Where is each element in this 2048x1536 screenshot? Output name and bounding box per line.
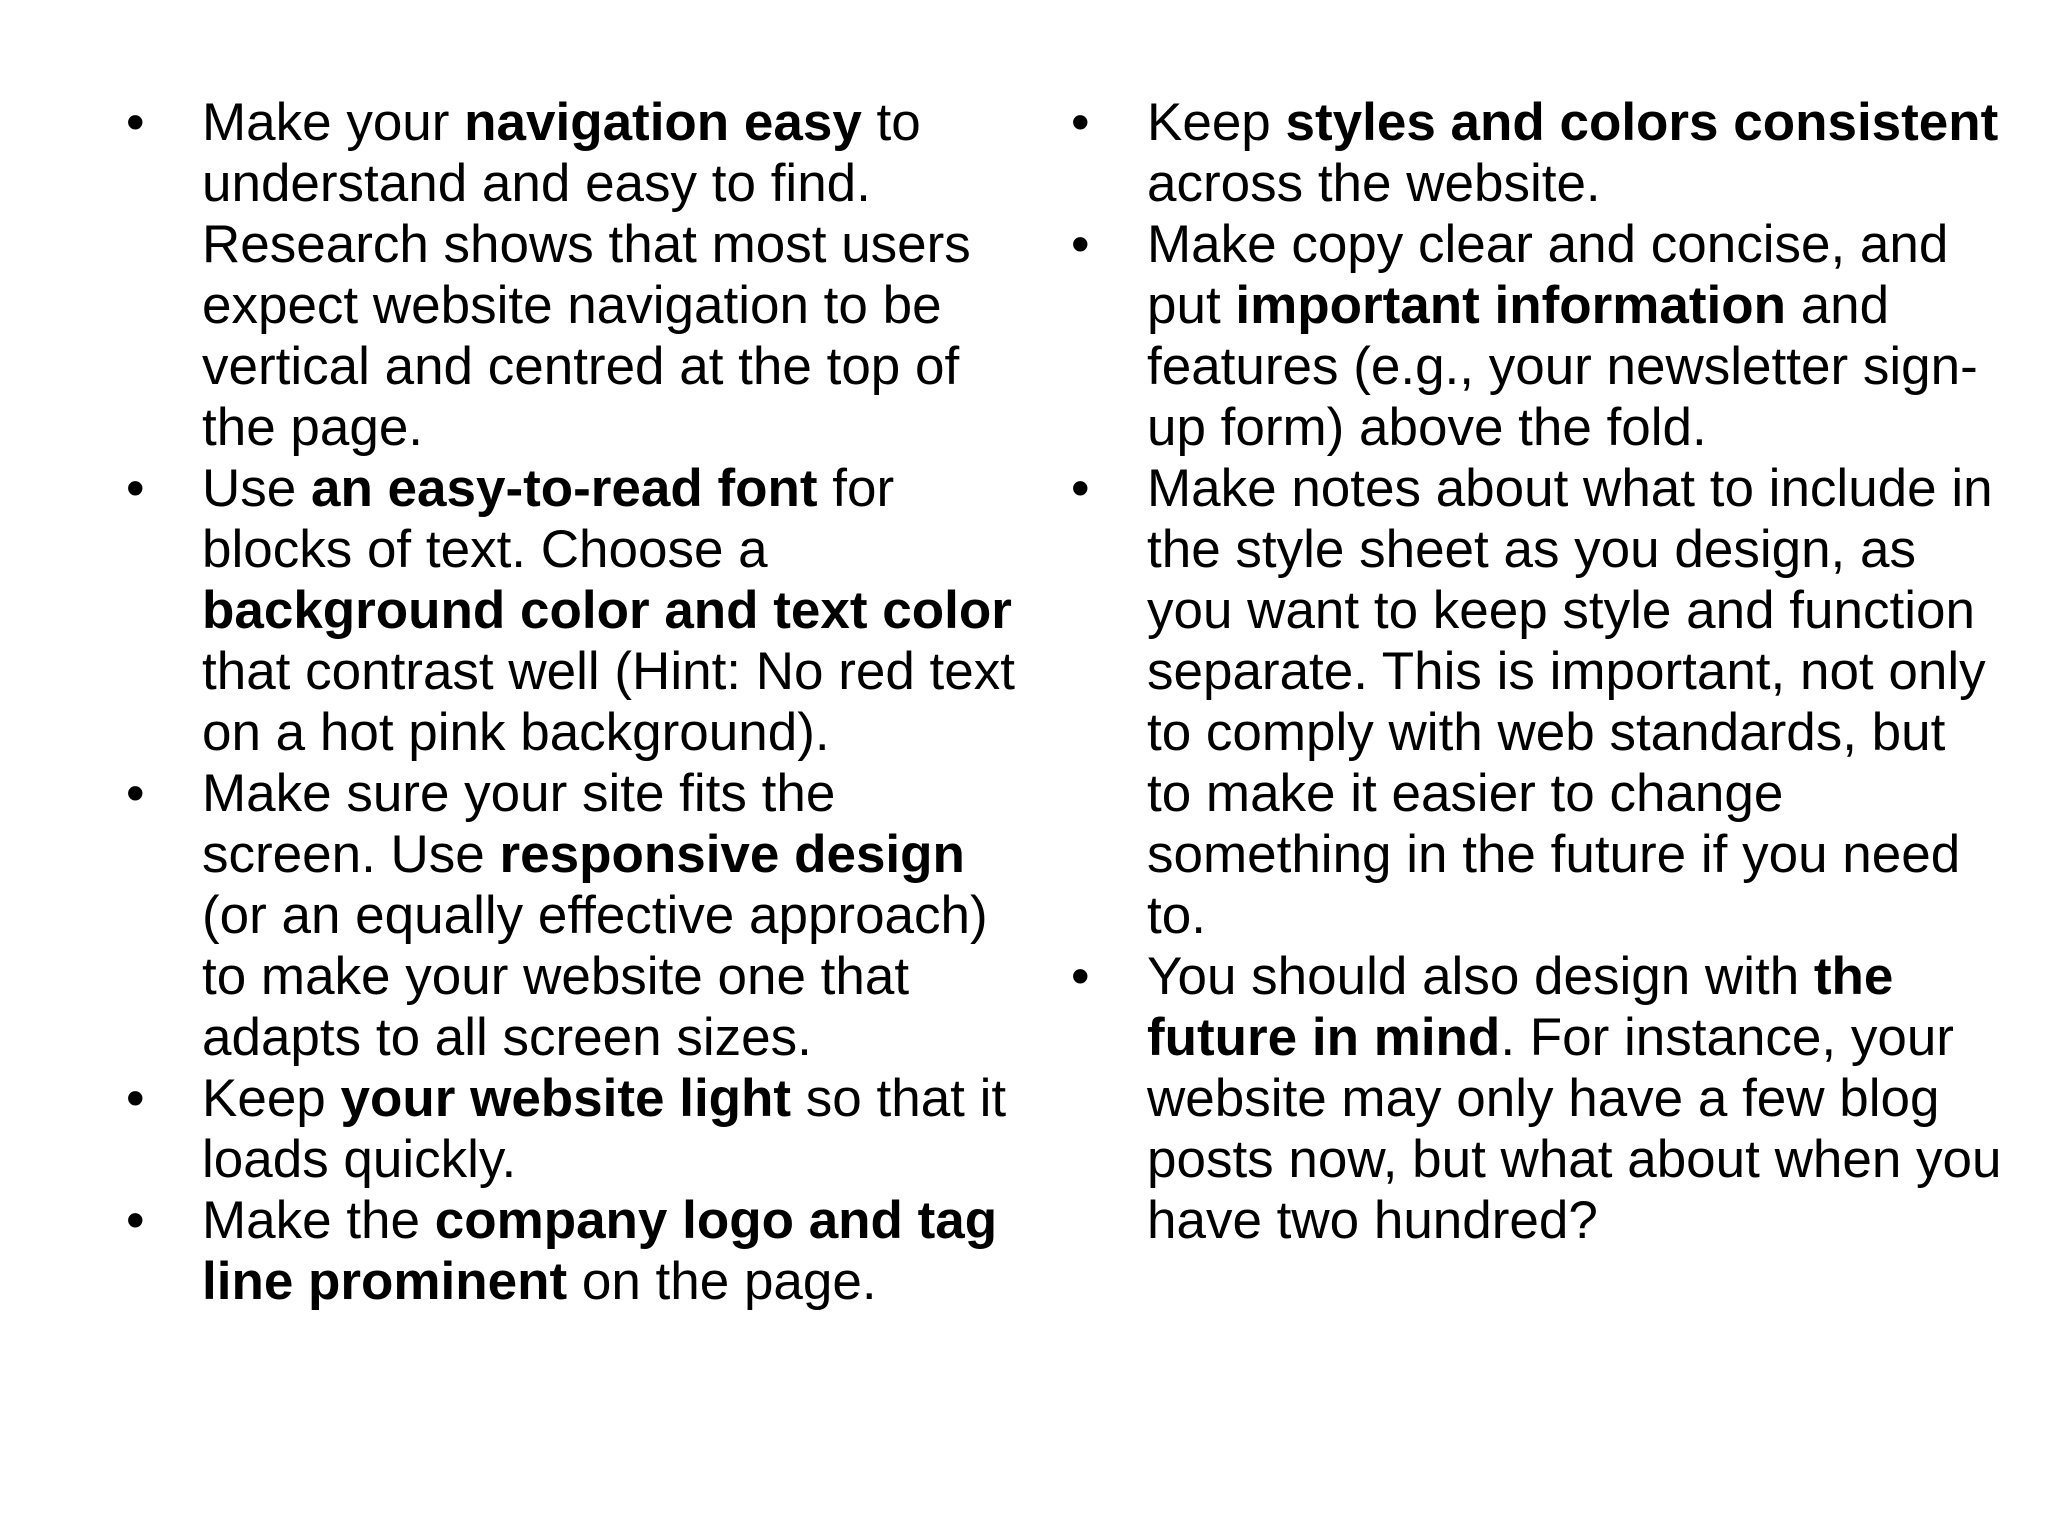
bullet-icon: •	[1071, 93, 1090, 152]
bullet-text-emphasis: important information	[1235, 276, 1786, 335]
bullet-item	[1063, 92, 2003, 214]
bullet-text: Keep	[1147, 93, 1286, 152]
bullet-item	[118, 1190, 1018, 1312]
bullet-text: on the page.	[567, 1252, 877, 1311]
bullet-item	[1063, 946, 2003, 1251]
left-bullet-list	[118, 92, 1018, 1312]
bullet-text-emphasis: styles and colors consistent	[1285, 93, 1999, 152]
bullet-text: for blocks of text. Choose a	[202, 459, 895, 579]
bullet-text-emphasis: an easy-to-read font	[310, 459, 818, 518]
bullet-text: that contrast well (Hint: No red text on a hot pink background).	[202, 642, 1015, 762]
bullet-icon: •	[1071, 459, 1090, 518]
bullet-text: so that it loads quickly.	[202, 1069, 1007, 1189]
bullet-text: to understand and easy to find. Research shows that most users expect website navigation to be vertical and centred at the top of the page.	[202, 93, 971, 457]
bullet-text-emphasis: your website light	[340, 1069, 792, 1128]
bullet-icon: •	[1071, 215, 1090, 274]
bullet-icon: •	[126, 93, 145, 152]
bullet-item	[118, 92, 1018, 458]
bullet-text: Make notes about what to include in the style sheet as you design, as you want to keep style and function separate. This is important, not only to comply with web standards, but to make it easier to change something in the future if you need to.	[1147, 459, 1993, 945]
bullet-icon: •	[126, 1069, 145, 1128]
bullet-item	[118, 1068, 1018, 1190]
bullet-icon: •	[126, 764, 145, 823]
bullet-text: You should also design with	[1147, 947, 1814, 1006]
bullet-icon: •	[126, 1191, 145, 1250]
bullet-text-emphasis: company logo and tag line prominent	[202, 1191, 998, 1311]
bullet-icon: •	[1071, 947, 1090, 1006]
bullet-icon: •	[126, 459, 145, 518]
bullet-text: . For instance, your website may only have a few blog posts now, but what about when you have two hundred?	[1147, 1008, 2002, 1250]
bullet-text: Keep	[202, 1069, 341, 1128]
bullet-text: (or an equally effective approach) to make your website one that adapts to all screen sizes.	[202, 886, 988, 1067]
bullet-text: Make sure your site fits the screen. Use	[202, 764, 836, 884]
bullet-text-emphasis: responsive design	[499, 825, 965, 884]
bullet-text: Make the	[202, 1191, 435, 1250]
bullet-text-emphasis: the future in mind	[1147, 947, 1894, 1067]
bullet-text-emphasis: navigation easy	[464, 93, 862, 152]
bullet-text-emphasis: background color and text color	[202, 581, 1012, 640]
bullet-item	[1063, 458, 2003, 946]
right-bullet-list	[1063, 92, 2003, 1251]
bullet-item	[1063, 214, 2003, 458]
bullet-text: Use	[202, 459, 311, 518]
bullet-item	[118, 763, 1018, 1068]
bullet-text: Make copy clear and concise, and put	[1147, 215, 1949, 335]
bullet-item	[118, 458, 1018, 763]
bullet-text: across the website.	[1147, 154, 1601, 213]
bullet-text: and features (e.g., your newsletter sign-up form) above the fold.	[1147, 276, 1978, 457]
bullet-text: Make your	[202, 93, 465, 152]
